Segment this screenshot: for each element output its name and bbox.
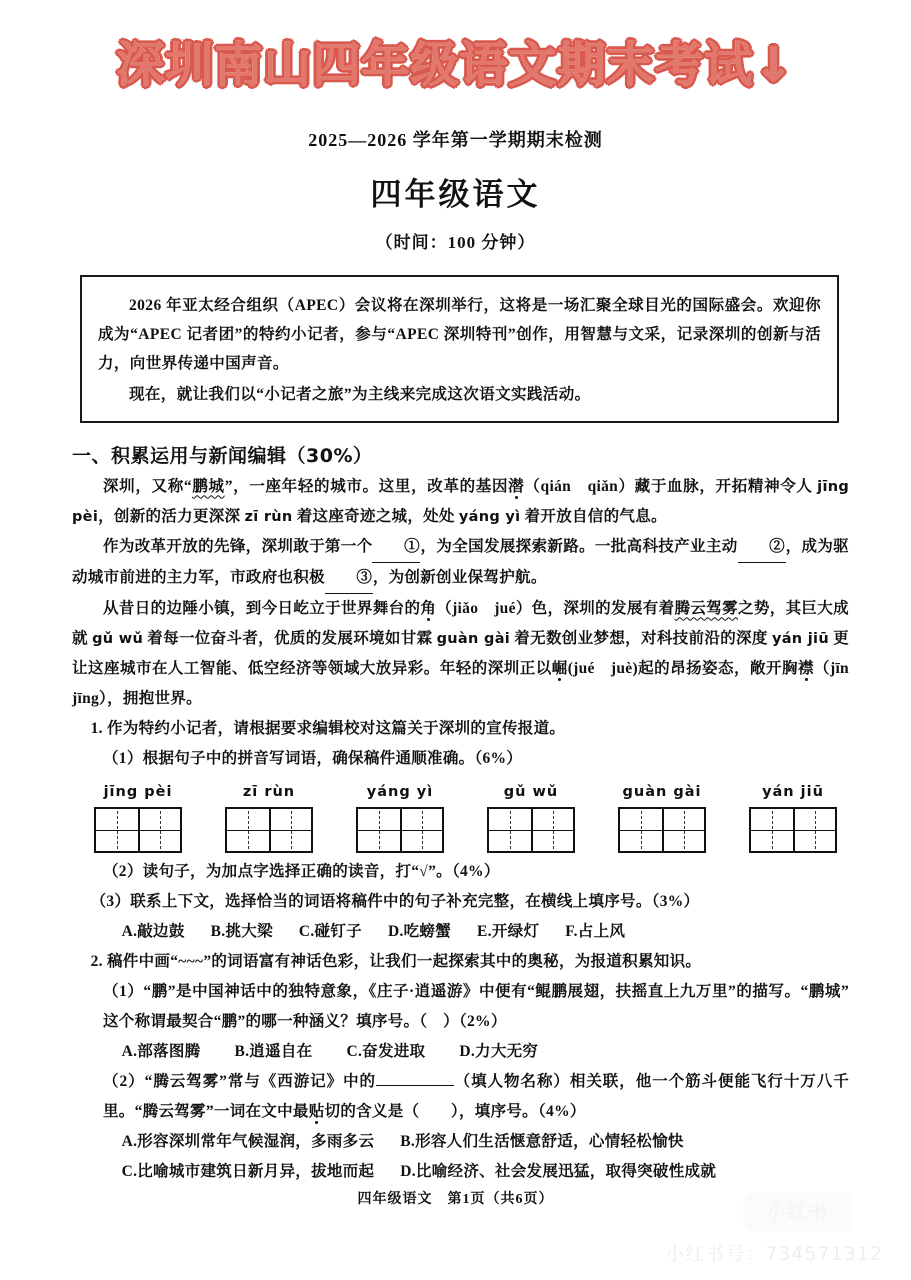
tianzige-square[interactable] [269,809,311,851]
watermark-text: 小红书号：734571312 [665,1243,883,1265]
p3-pinyin-2: guàn gài [436,631,511,648]
p3-f: 更让这座城市在人工智能、低空经济等领域大放异彩。年轻的深圳正以 [72,630,849,678]
p3-dotted-char-2: 崛 [551,660,568,678]
tianzige-square[interactable] [531,809,573,851]
p3-a: 从昔日的边陲小镇，到今日屹立于世界舞台的 [103,600,421,618]
tianzige-box[interactable] [749,807,837,853]
pinyin-grid-cell[interactable] [356,784,444,853]
p3-b: （jiǎo jué）色，深圳的发展有着 [436,600,675,618]
body-content [72,423,865,1187]
question-1-3-stem: （3）联系上下文，选择恰当的词语将稿件中的句子补充完整，在横线上填序号。（3%） [90,893,700,911]
p1-pinyin-1: jīng pèi [72,479,850,526]
question-2-2-stem [72,1067,849,1127]
passage-paragraph-3 [72,594,865,714]
p2-c: ，成为驱动城市前进的主力军，市政府也积极 [72,538,849,587]
p3-dotted-char-3: 襟 [798,660,814,678]
p1-e: 着这座奇迹之城，处处 [292,508,459,526]
passage-paragraph-2 [72,532,849,594]
q2-2-b: （填人物名称）相关联，他一个筋斗便能飞行十万八千里。“腾云驾雾”一词在文中最 [103,1073,849,1121]
question-2-1-stem: （1）“鹏”是中国神话中的独特意象，《庄子·逍遥游》中便有“鲲鹏展翅，扶摇直上九万里”的描写。“鹏城”这个称谓最契合“鹏”的哪一种涵义？填序号。（ ）（2%） [103,983,849,1031]
option-c[interactable]: C.奋发进取 [346,1043,426,1061]
option-a[interactable]: A.部落图腾 [121,1043,201,1061]
p1-a: 深圳，又称“ [103,478,192,496]
intro-paragraph-2: 现在，就让我们以“小记者之旅”为主线来完成这次语文实践活动。 [129,386,591,404]
intro-box [80,275,839,423]
p3-pinyin-1: gǔ wǔ [92,631,144,648]
answer-blank-1[interactable]: ① [372,532,420,563]
p1-pinyin-2: zī rùn [244,509,293,526]
tianzige-square[interactable] [400,809,442,851]
pinyin-grid-cell[interactable] [225,784,313,853]
p1-pinyin-3: yáng yì [458,509,521,526]
watermark-logo: 小红书 [743,1192,853,1232]
tianzige-square[interactable] [489,809,531,851]
q2-2-c: 切的含义是（ ），填序号。（4%） [324,1103,586,1121]
p3-wavy-term: 腾云驾雾 [674,600,738,618]
page-title: 四年级语文 [370,177,541,213]
pinyin-grid-cell[interactable] [618,784,706,853]
pinyin-label: yáng yì [366,784,434,801]
p3-d: 着每一位奋斗者，优质的发展环境如甘霖 [143,630,437,648]
option-c[interactable]: C.碰钉子 [298,923,362,941]
pinyin-label: jīng pèi [103,784,173,801]
p1-d: ，创新的活力更深深 [98,508,245,526]
tianzige-box[interactable] [94,807,182,853]
pinyin-label: guàn gài [622,784,702,801]
question-1-1-stem: （1）根据句子中的拼音写词语，确保稿件通顺准确。（6%） [103,750,523,768]
option-a[interactable]: A.敲边鼓 [121,923,185,941]
tianzige-square[interactable] [793,809,835,851]
option-b[interactable]: B.逍遥自在 [234,1043,313,1061]
question-2-stem: 2. 稿件中画“~~~”的词语富有神话色彩，让我们一起探索其中的奥秘，为报道积累知识。 [90,953,702,971]
q2-2-a: （2）“腾云驾雾”常与《西游记》中的 [103,1073,376,1091]
p2-a: 作为改革开放的先锋，深圳敢于第一个 [103,538,373,556]
option-b[interactable]: B.挑大梁 [210,923,273,941]
q2-2-dotted-char: 贴 [308,1103,325,1121]
option-c[interactable]: C.比喻城市建筑日新月异，拔地而起 [121,1163,375,1181]
question-2-2-options-row-1 [72,1127,849,1157]
banner [0,0,911,96]
question-2-1-options [72,1037,849,1067]
p2-b: ，为全国发展探索新路。一批高科技产业主动 [420,538,738,556]
pinyin-grid-cell[interactable] [94,784,182,853]
pinyin-label: yán jiū [762,784,824,801]
option-e[interactable]: E.开绿灯 [477,923,540,941]
tianzige-box[interactable] [225,807,313,853]
tianzige-box[interactable] [487,807,575,853]
tianzige-square[interactable] [620,809,662,851]
tianzige-square[interactable] [96,809,138,851]
question-2-2-options-row-2 [72,1157,849,1187]
pinyin-label: gǔ wǔ [503,784,559,801]
question-1-3-options [72,917,849,947]
option-f[interactable]: F.占上风 [565,923,626,941]
intro-paragraph-1: 2026 年亚太经合组织（APEC）会议将在深圳举行，这将是一场汇聚全球目光的国际盛会。欢迎你成为“APEC 记者团”的特约小记者，参与“APEC 深圳特刊”创作，用智慧与文采，记录深圳的创新与活力，向世界传递中国声音。 [98,297,821,373]
term-line: 2025—2026 学年第一学期期末检测 [308,130,603,151]
tianzige-square[interactable] [662,809,704,851]
pinyin-grid-row [94,784,845,853]
tianzige-box[interactable] [356,807,444,853]
time-limit-line: （时间：100 分钟） [375,233,536,253]
tianzige-square[interactable] [358,809,400,851]
option-d[interactable]: D.吃螃蟹 [387,923,452,941]
question-1-2-stem: （2）读句子，为加点字选择正确的读音，打“√”。（4%） [103,863,500,881]
pinyin-grid-cell[interactable] [749,784,837,853]
p3-c: 之势，其巨大成就 [72,600,849,648]
option-d[interactable]: D.力大无穷 [459,1043,539,1061]
p3-pinyin-3: yán jiū [771,631,829,648]
tianzige-box[interactable] [618,807,706,853]
page-footer: 四年级语文 第1页（共6页） [357,1192,554,1207]
option-a[interactable]: A.形容深圳常年气候湿润，多雨多云 [121,1133,375,1151]
p1-wavy-term: 鹏城 [191,478,225,496]
tianzige-square[interactable] [227,809,269,851]
section-heading: 一、积累运用与新闻编辑（30%） [72,445,373,468]
tianzige-square[interactable] [138,809,180,851]
p1-f: 着开放自信的气息。 [520,508,667,526]
pinyin-label: zī rùn [242,784,296,801]
p3-h: （jīn jīng），拥抱世界。 [72,660,865,708]
p2-d: ，为创新创业保驾护航。 [372,569,547,587]
character-name-blank[interactable] [376,1085,454,1086]
answer-blank-3[interactable]: ③ [325,563,373,594]
option-b[interactable]: B.形容人们生活惬意舒适，心情轻松愉快 [400,1133,684,1151]
passage-paragraph-1 [72,472,849,532]
p1-c: （qián qiǎn）藏于血脉，开拓精神令人 [524,478,818,496]
p1-dotted-char: 潜 [508,478,525,496]
option-d[interactable]: D.比喻经济、社会发展迅猛，取得突破性成就 [400,1163,717,1181]
question-1-stem: 1. 作为特约小记者，请根据要求编辑校对这篇关于深圳的宣传报道。 [90,720,566,738]
pinyin-grid-cell[interactable] [487,784,575,853]
banner-title: 深圳南山四年级语文期末考试↓ [116,37,795,93]
tianzige-square[interactable] [751,809,793,851]
answer-blank-2[interactable]: ② [738,532,786,563]
p3-g: (jué juè)起的昂扬姿态，敞开胸 [567,660,798,678]
p3-dotted-char-1: 角 [420,600,437,618]
p1-b: ”，一座年轻的城市。这里，改革的基因 [224,478,509,496]
p3-e: 着无数创业梦想，对科技前沿的深度 [510,630,772,648]
